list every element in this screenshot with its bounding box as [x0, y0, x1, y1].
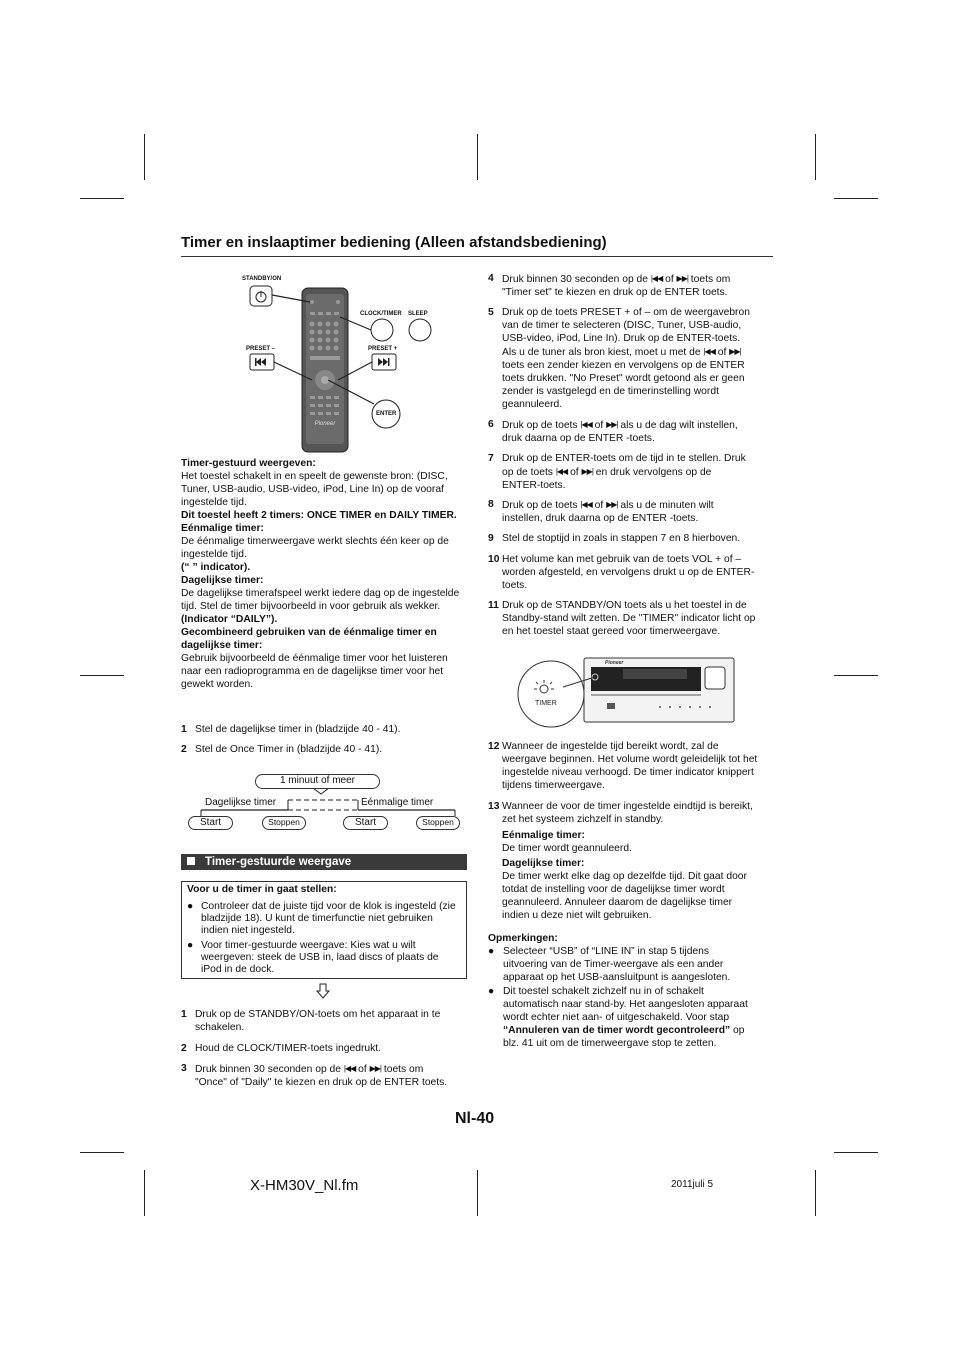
- right-daily-heading: Dagelijkse timer:: [502, 858, 585, 869]
- step-line: weergave beginnen. Het volume wordt geleidelijk tot het: [502, 754, 758, 765]
- start-label-1: Start: [188, 816, 233, 830]
- step-line: toets drukken. "No Preset" wordt getoond als er geen: [502, 373, 745, 384]
- daily-heading: Dagelijkse timer:: [181, 575, 264, 586]
- title-divider: [181, 256, 773, 257]
- right-once-text: De timer wordt geannuleerd.: [502, 843, 632, 854]
- next-icon: ▶▶|: [581, 467, 593, 476]
- next-icon: ▶▶|: [606, 500, 618, 509]
- page-title: Timer en inslaaptimer bediening (Alleen afstandsbediening): [181, 234, 607, 251]
- minute-label: 1 minuut of meer: [255, 774, 380, 789]
- remark-2: ● Dit toestel schakelt zichzelf nu in of schakelt automatisch naar stand-by. Het aangesloten apparaat wordt echter niet aan- of uitgeschakeld. Voor stap “Annuleren van de timer wordt gecontroleerd” op blz. 41 uit om de timerweergave stop te zetten.: [488, 986, 748, 1049]
- daily-indicator: (Indicator “DAILY”).: [181, 614, 278, 625]
- previous-icon: |◀◀: [555, 467, 568, 476]
- footer-filename: X-HM30V_Nl.fm: [250, 1177, 359, 1194]
- next-icon: ▶▶|: [676, 274, 688, 283]
- page-number: Nl-40: [455, 1110, 495, 1127]
- bullet-icon: ●: [187, 940, 194, 951]
- next-icon: ▶▶|: [729, 347, 741, 356]
- right-once-heading: Eénmalige timer:: [502, 830, 585, 841]
- previous-icon: |◀◀: [580, 500, 592, 509]
- step-line: tijdens timerweergave.: [502, 780, 606, 791]
- right-daily-line: totdat de instelling voor de dagelijkse timer wordt: [502, 884, 725, 895]
- two-timers-note: Dit toestel heeft 2 timers: ONCE TIMER en DAILY TIMER.: [181, 510, 457, 521]
- section-heading-text: Timer-gestuurde weergave: [205, 856, 352, 868]
- crop-mark: [815, 134, 816, 180]
- left-intro: [181, 457, 467, 691]
- step-line: ENTER-toets.: [502, 480, 566, 491]
- crop-mark: [80, 1152, 124, 1153]
- step-13-details: [502, 829, 774, 922]
- step-line: Druk op de toets |◀◀ of ▶▶| als u de minuten wilt: [502, 500, 714, 511]
- clock-timer-label: CLOCK/TIMER: [360, 311, 402, 317]
- step-line: Standby-stand wilt zetten. De "TIMER" indicator licht op: [502, 613, 756, 624]
- remarks-heading: Opmerkingen:: [488, 933, 558, 944]
- step-line: toets een zender kiezen en vervolgens op de ENTER: [502, 360, 745, 371]
- previous-icon: |◀◀: [703, 347, 715, 356]
- step-line: USB-video, iPod, Line In). Druk op de ENTER-toets.: [502, 333, 741, 344]
- step-line: zet het systeem zichzelf in standby.: [502, 814, 664, 825]
- prereq-box: Voor u de timer in gaat stellen: ● Controleer dat de juiste tijd voor de klok is ingesteld (zie bladzijde 18). U kunt de timerfunctie niet gebruiken indien niet ingesteld. ● Voor timer-gestuurde weergave: Kies wat u wilt weergeven: steek de USB in, laad discs of plaats de iPod in de dock.: [181, 881, 467, 979]
- step-line: "Timer set" te kiezen en druk op de ENTER toets.: [502, 287, 728, 298]
- step-line: Als u de tuner als bron kiest, moet u met de |◀◀ of ▶▶|: [502, 347, 741, 358]
- start-label-2: Start: [343, 816, 388, 830]
- step-line: worden afgesteld, en vervolgens drukt u op de ENTER-: [502, 567, 755, 578]
- crop-mark: [80, 675, 124, 676]
- crop-mark: [477, 1170, 478, 1216]
- combined-heading: Gecombineerd gebruiken van de éénmalige timer en dagelijkse timer:: [181, 627, 437, 651]
- once-indicator: (“ ” indicator).: [181, 562, 251, 573]
- sleep-label: SLEEP: [408, 311, 428, 317]
- section-heading: [181, 854, 467, 870]
- step-line: Druk binnen 30 seconden op de |◀◀ of ▶▶| toets om: [502, 274, 731, 285]
- remark-1: ● Selecteer “USB” of “LINE IN” in stap 5 tijdens uitvoering van de Timer-weergave als een ander apparaat op het USB-aansluitpunt is aangesloten.: [488, 946, 731, 983]
- daily-timer-label: Dagelijkse timer: [205, 797, 277, 808]
- previous-icon: |◀◀: [343, 1064, 356, 1073]
- crop-mark: [477, 134, 478, 180]
- once-timer-label: Eénmalige timer: [361, 797, 434, 808]
- bullet-icon: ●: [187, 901, 194, 912]
- stop-label-1: Stoppen: [262, 816, 306, 830]
- next-icon: ▶▶|: [606, 420, 618, 429]
- bullet-icon: ●: [488, 986, 495, 997]
- enter-label: ENTER: [376, 411, 397, 417]
- next-icon: ▶▶|: [369, 1064, 381, 1073]
- right-daily-line: indien u deze niet wilt gebruiken.: [502, 910, 652, 921]
- step-line: druk daarna op de ENTER -toets.: [502, 433, 655, 444]
- step-line: toets.: [502, 580, 528, 591]
- once-text: De éénmalige timerweergave werkt slechts één keer op de ingestelde tijd.: [181, 536, 449, 560]
- device-illustration: [515, 655, 737, 735]
- previous-icon: |◀◀: [580, 420, 592, 429]
- step-line: en het toestel staat gereed voor timerweergave.: [502, 626, 721, 637]
- right-daily-line: geannuleerd. Annuleer daarom de dagelijkse timer: [502, 897, 733, 908]
- daily-text: De dagelijkse timerafspeel werkt iedere dag op de ingestelde tijd. Stel de timer bijvoorbeeld in voor gebruik als wekker.: [181, 588, 460, 612]
- crop-mark: [80, 198, 124, 199]
- step-line: instellen, druk daarna op de ENTER -toets.: [502, 513, 699, 524]
- step-line: ingestelde niveau verhoogd. De timer indicator knippert: [502, 767, 754, 778]
- timer-heading: Timer-gestuurd weergeven:: [181, 458, 316, 469]
- crop-mark: [834, 675, 878, 676]
- bullet-icon: ●: [488, 946, 495, 957]
- standby-label: STANDBY/ON: [242, 276, 282, 282]
- step-line: geannuleerd.: [502, 399, 563, 410]
- crop-mark: [144, 1170, 145, 1216]
- step-line: Druk op de toets PRESET + of – om de weergavebron: [502, 307, 750, 318]
- step-line: op de toets |◀◀ of ▶▶| en druk vervolgens op de: [502, 467, 712, 478]
- preset-plus-label: PRESET +: [368, 346, 398, 352]
- timer-intro: Het toestel schakelt in en speelt de gewenste bron: (DISC, Tuner, USB-audio, USB-video, iPod, Line In) op de vooraf ingestelde tijd.: [181, 471, 448, 508]
- step-line: Druk op de STANDBY/ON toets als u het toestel in de: [502, 600, 747, 611]
- step-line: Stel de stoptijd in zoals in stappen 7 en 8 hierboven.: [502, 533, 741, 544]
- step-line: Druk op de ENTER-toets om de tijd in te stellen. Druk: [502, 453, 746, 464]
- remote-control-illustration: [240, 272, 440, 457]
- combined-text: Gebruik bijvoorbeeld de éénmalige timer voor het luisteren naar een radioprogramma en de dagelijkse timer voor het gewekt worden.: [181, 653, 448, 690]
- crop-mark: [834, 1152, 878, 1153]
- stop-label-2: Stoppen: [416, 816, 460, 830]
- crop-mark: [144, 134, 145, 180]
- previous-icon: |◀◀: [650, 274, 663, 283]
- step-line: Wanneer de ingestelde tijd bereikt wordt, zal de: [502, 741, 719, 752]
- square-bullet-icon: [187, 857, 195, 865]
- device-brand: Pioneer: [605, 660, 624, 666]
- step-line: zender is vastgelegd en de timerinstelling wordt: [502, 386, 719, 397]
- crop-mark: [834, 198, 878, 199]
- down-arrow-icon: [316, 983, 330, 999]
- step-line: Het volume kan met gebruik van de toets VOL + of –: [502, 554, 742, 565]
- once-heading: Eénmalige timer:: [181, 523, 264, 534]
- step-line: Wanneer de voor de timer ingestelde eindtijd is bereikt,: [502, 801, 753, 812]
- remote-brand: Pioneer: [314, 421, 336, 427]
- device-timer-label: TIMER: [535, 700, 557, 707]
- crop-mark: [815, 1170, 816, 1216]
- right-daily-line: De timer werkt elke dag op dezelfde tijd. Dit gaat door: [502, 871, 747, 882]
- step-line: Druk op de toets |◀◀ of ▶▶| als u de dag wilt instellen,: [502, 420, 738, 431]
- footer-date: 2011juli 5: [671, 1179, 714, 1190]
- prereq-title: Voor u de timer in gaat stellen:: [187, 884, 337, 895]
- step-line: van de timer te selecteren (DISC, Tuner, USB-audio,: [502, 320, 742, 331]
- preset-minus-label: PRESET –: [246, 346, 276, 352]
